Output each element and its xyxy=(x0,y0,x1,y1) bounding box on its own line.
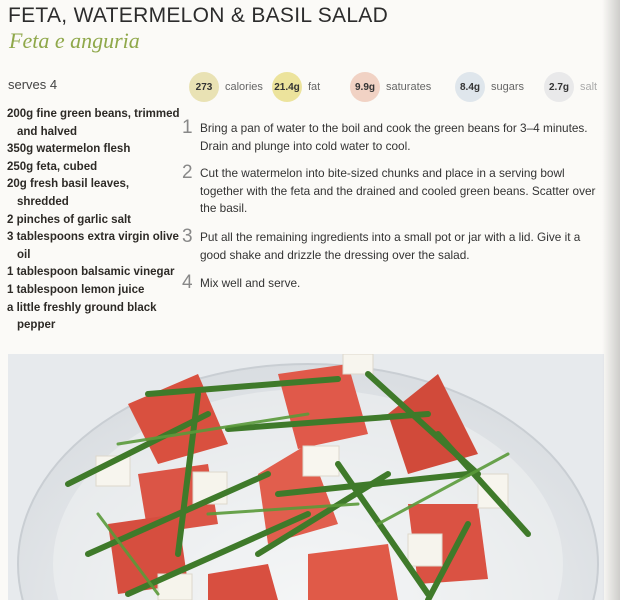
ingredient-item: a little freshly ground black pepper xyxy=(7,301,157,332)
salad-photo xyxy=(8,354,604,600)
ingredient-item: 20g fresh basil leaves, shredded xyxy=(7,178,130,208)
step-number: 4 xyxy=(182,272,193,293)
step-number: 3 xyxy=(182,226,193,247)
ingredient-item: 250g feta, cubed xyxy=(7,160,98,173)
nutrition-saturates xyxy=(350,72,431,102)
step-text: Mix well and serve. xyxy=(200,276,301,290)
ingredient-item: 2 pinches of garlic salt xyxy=(7,213,131,226)
ingredient-item: 1 tablespoon lemon juice xyxy=(7,283,145,296)
nutrition-sugars xyxy=(455,72,524,102)
nutrition-salt xyxy=(544,72,597,102)
nutrition-label: saturates xyxy=(386,81,432,93)
step-text: Put all the remaining ingredients into a small pot or jar with a lid. Give it a good shake and drizzle the dressing over the salad. xyxy=(200,230,581,262)
serves-label: serves 4 xyxy=(8,77,58,92)
page-gutter-shadow xyxy=(602,0,620,600)
method-step xyxy=(182,272,600,293)
recipe-title: FETA, WATERMELON & BASIL SALAD xyxy=(8,4,389,27)
recipe-subtitle: Feta e anguria xyxy=(9,28,140,53)
ingredient-item: 350g watermelon flesh xyxy=(7,143,131,156)
method-step xyxy=(182,226,600,264)
step-number: 2 xyxy=(182,162,193,183)
nutrition-value-circle: 273 xyxy=(189,72,219,102)
nutrition-label: calories xyxy=(225,81,263,93)
nutrition-value-circle: 2.7g xyxy=(544,72,574,102)
method-step xyxy=(182,162,600,218)
step-text: Bring a pan of water to the boil and cook the green beans for 3–4 minutes. Drain and plunge into cold water to cool. xyxy=(200,121,588,153)
nutrition-fat xyxy=(272,72,320,102)
method-step xyxy=(182,117,600,155)
nutrition-label: fat xyxy=(308,81,321,93)
ingredient-item: 3 tablespoons extra virgin olive oil xyxy=(7,231,179,261)
nutrition-calories xyxy=(189,72,263,102)
step-number: 1 xyxy=(182,117,193,138)
ingredient-item: 1 tablespoon balsamic vinegar xyxy=(7,266,175,279)
step-text: Cut the watermelon into bite-sized chunks and place in a serving bowl together with the feta and the drained and cooled green beans. Scatter over the basil. xyxy=(200,166,596,216)
ingredients-list xyxy=(7,106,182,335)
nutrition-label: salt xyxy=(580,81,598,93)
salad-illustration xyxy=(8,354,604,600)
nutrition-label: sugars xyxy=(491,81,525,93)
nutrition-value-circle: 8.4g xyxy=(455,72,485,102)
ingredient-item: 200g fine green beans, trimmed and halved xyxy=(7,108,180,138)
nutrition-value-circle: 9.9g xyxy=(350,72,380,102)
nutrition-value-circle: 21.4g xyxy=(272,72,302,102)
